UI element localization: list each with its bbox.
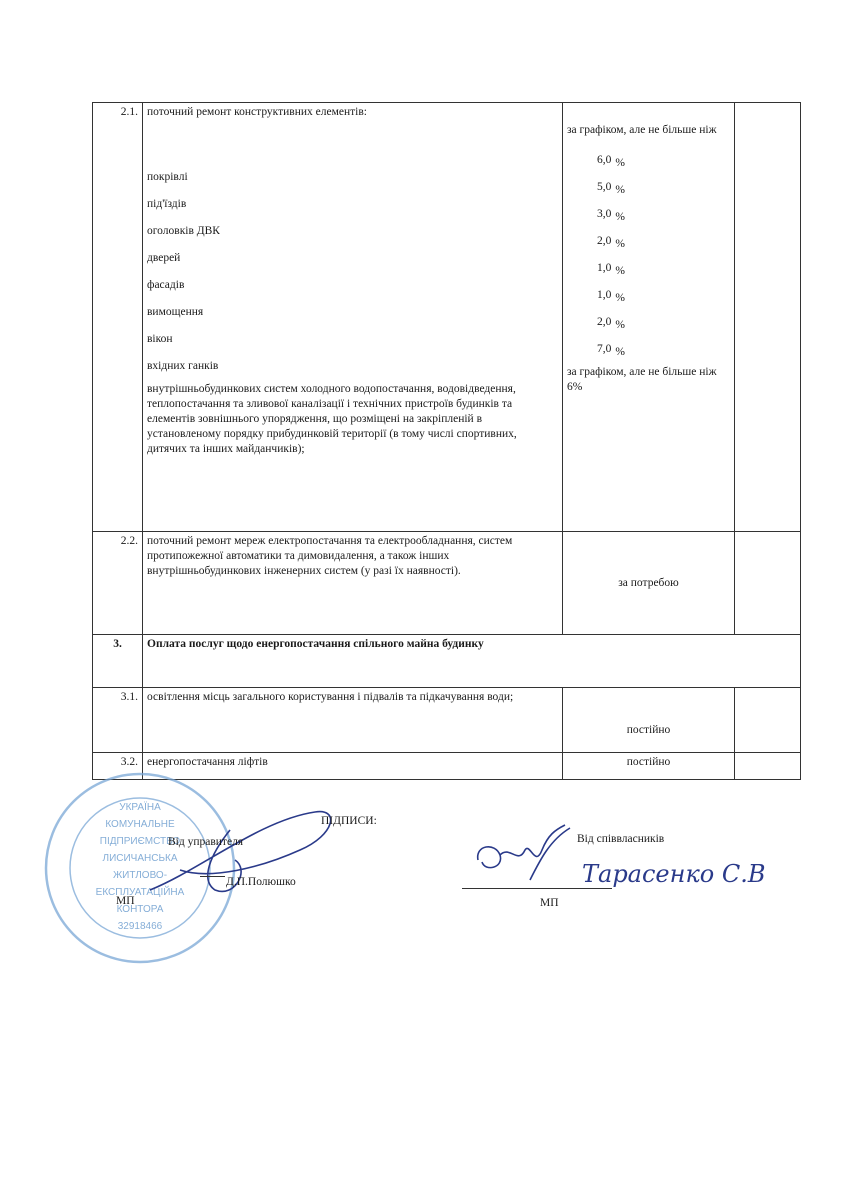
row-periodicity: постійно	[563, 753, 735, 780]
table-row	[93, 103, 801, 532]
sub-item-value	[567, 330, 730, 357]
sub-item-value	[567, 195, 730, 222]
sub-item-unit: %	[615, 265, 625, 277]
row-number: 2.1.	[93, 103, 143, 532]
table-row-section	[93, 635, 801, 688]
owners-signature-line	[462, 888, 612, 889]
row-periodicity: за потребою	[563, 532, 735, 635]
sub-item-value	[567, 303, 730, 330]
row-title: поточний ремонт конструктивних елементів:	[147, 106, 367, 118]
owners-handwritten-name: Тарасенко С.В	[582, 860, 766, 888]
row-description: освітлення місць загального користування і підвалів та підкачування води;	[143, 688, 563, 753]
sub-item-label: вимощення	[147, 306, 204, 318]
sub-item-unit: %	[615, 319, 625, 331]
sub-item-number: 6,0	[597, 154, 612, 166]
sub-item-unit: %	[615, 211, 625, 223]
sub-item-value	[567, 222, 730, 249]
owners-signature-icon	[470, 820, 580, 890]
extra-text: внутрішньобудинкових систем холодного водопостачання, водовідведення, теплопостачання та зливової каналізації і технічних пристроїв будинків та елементів зовнішнього упорядження, що розміщені на закріпленій в установленому порядку прибудинковій території (в тому числі спортивних, дитячих та інших майданчиків);	[147, 382, 517, 455]
sub-item-label: вхідних ганків	[147, 360, 219, 372]
sub-item-label: під'їздів	[147, 198, 187, 210]
sub-item-number: 2,0	[597, 316, 612, 328]
manager-label: Від управителя	[168, 836, 244, 848]
row-empty-cell	[735, 103, 801, 532]
table-row	[93, 688, 801, 753]
manager-signature-line	[200, 876, 225, 877]
sub-item-label: дверей	[147, 252, 181, 264]
manager-mp: МП	[116, 895, 135, 907]
stamp-text: КОНТОРА	[116, 904, 164, 915]
manager-name: Д.П.Полюшко	[226, 876, 296, 888]
owners-mp: МП	[540, 897, 559, 909]
stamp-text: ЕКСПЛУАТАЦІЙНА	[95, 887, 185, 898]
sub-item-value	[567, 141, 730, 168]
sub-item-number: 7,0	[597, 343, 612, 355]
row-empty-cell	[735, 532, 801, 635]
sub-item-label: оголовків ДВК	[147, 225, 220, 237]
sub-item-number: 1,0	[597, 262, 612, 274]
row-description: поточний ремонт мереж електропостачання та електрообладнання, систем протипожежної автоматики та димовидалення, а також інших внутрішньобудинкових інженерних систем (у разі їх наявності).	[143, 532, 563, 635]
sub-item-value	[567, 276, 730, 303]
section-number: 3.	[93, 635, 143, 688]
services-table	[92, 102, 801, 780]
row-empty-cell	[735, 753, 801, 780]
sub-item-unit: %	[615, 346, 625, 358]
stamp-text: КОМУНАЛЬНЕ	[105, 819, 175, 830]
row-description	[143, 103, 563, 532]
stamp-text: ЛИСИЧАНСЬКА	[102, 853, 178, 864]
sub-item-number: 2,0	[597, 235, 612, 247]
sub-item-number: 5,0	[597, 181, 612, 193]
row-periodicity	[563, 103, 735, 532]
row-description: енергопостачання ліфтів	[143, 753, 563, 780]
sub-values-list	[567, 141, 730, 357]
stamp-text: ЖИТЛОВО-	[112, 870, 168, 881]
owners-label: Від співвласників	[577, 833, 665, 845]
sub-item-unit: %	[615, 157, 625, 169]
sub-item-label: вікон	[147, 333, 173, 345]
row-number: 3.2.	[93, 753, 143, 780]
row-empty-cell	[735, 688, 801, 753]
sub-item-number: 3,0	[597, 208, 612, 220]
section-title: Оплата послуг щодо енергопостачання спільного майна будинку	[143, 635, 801, 688]
sub-item-label: фасадів	[147, 279, 185, 291]
row-number: 3.1.	[93, 688, 143, 753]
stamp-text: УКРАЇНА	[119, 802, 161, 813]
stamp-text: 32918466	[117, 921, 163, 932]
sub-item-unit: %	[615, 292, 625, 304]
sub-items-list	[147, 158, 558, 374]
extra-periodicity: за графіком, але не більше ніж 6%	[567, 365, 717, 393]
sub-item-value	[567, 249, 730, 276]
row-number: 2.2.	[93, 532, 143, 635]
sub-item-label: покрівлі	[147, 171, 188, 183]
periodicity-header: за графіком, але не більше ніж	[567, 124, 717, 136]
sub-item-value	[567, 168, 730, 195]
table-row	[93, 532, 801, 635]
sub-item-unit: %	[615, 184, 625, 196]
stamp-text: ПІДПРИЄМСТВО	[99, 836, 181, 847]
signatures-heading: ПІДПИСИ:	[321, 815, 377, 827]
sub-item-unit: %	[615, 238, 625, 250]
sub-item-number: 1,0	[597, 289, 612, 301]
row-periodicity: постійно	[563, 688, 735, 753]
